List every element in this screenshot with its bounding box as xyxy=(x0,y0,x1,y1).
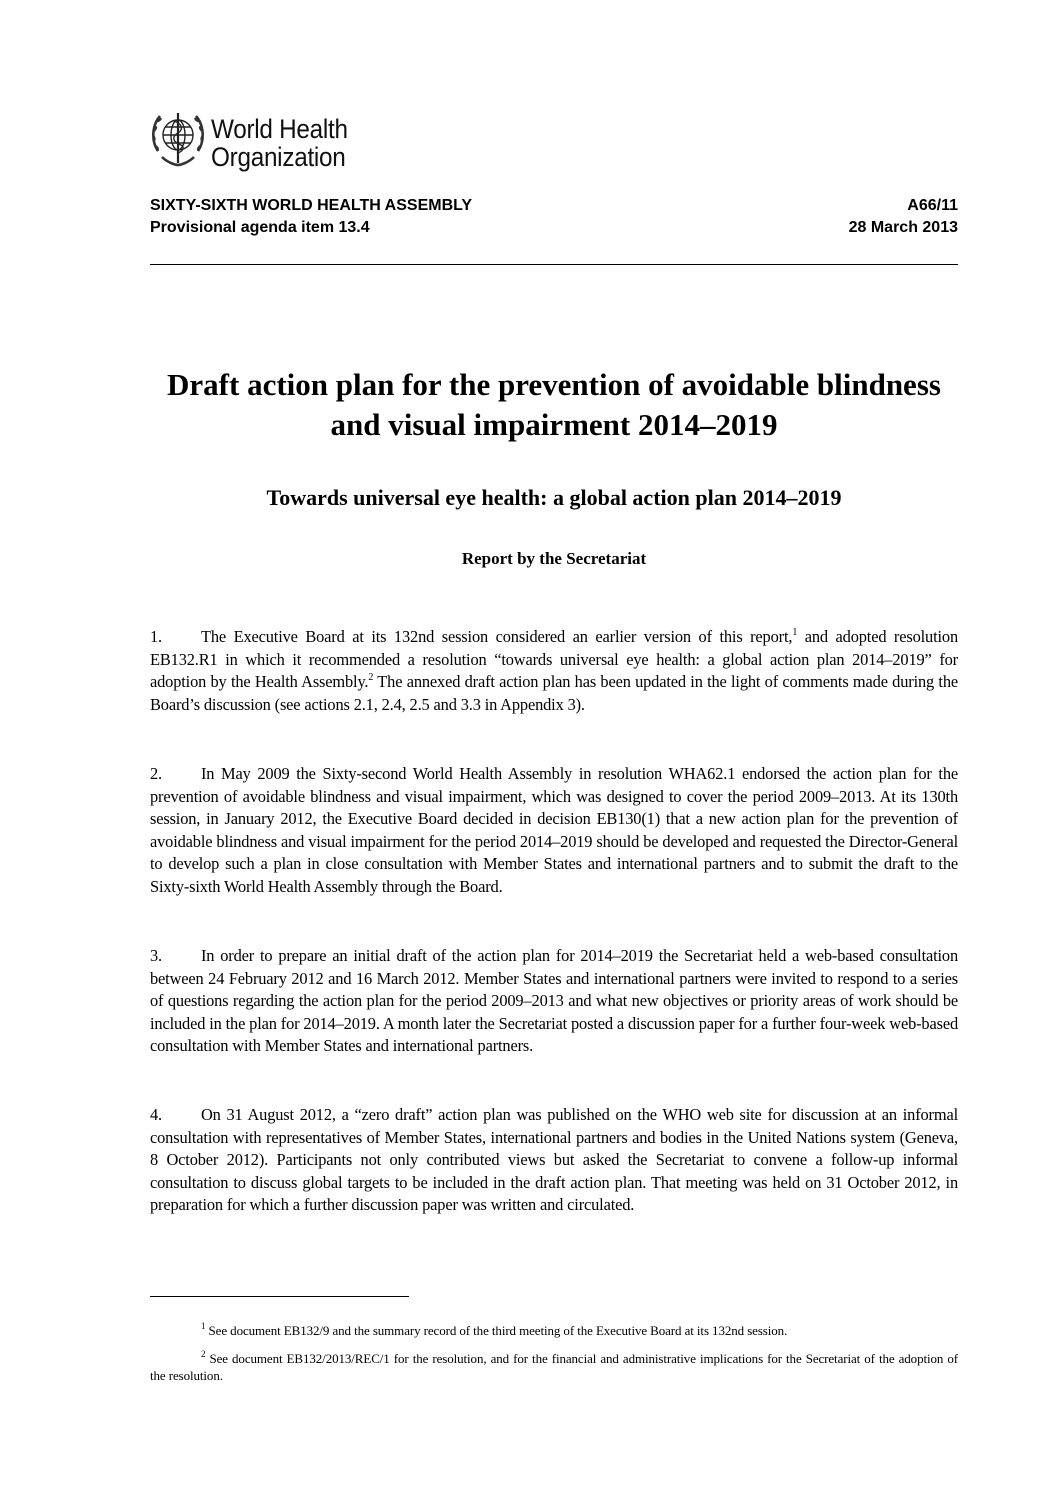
paragraph-text: The Executive Board at its 132nd session considered an earlier version of this report, xyxy=(201,627,793,646)
document-subtitle: Towards universal eye health: a global action plan 2014–2019 xyxy=(266,485,842,510)
document-title: Draft action plan for the prevention of avoidable blindness and visual impairment 2014–2019 xyxy=(167,367,941,442)
footnote-text: See document EB132/2013/REC/1 for the resolution, and for the financial and administrative implications for the Secretariat of the adoption of the resolution. xyxy=(150,1351,958,1383)
footnote-divider xyxy=(150,1296,409,1297)
paragraph-text: In order to prepare an initial draft of the action plan for 2014–2019 the Secretariat held a web-based consultation between 24 February 2012 and 16 March 2012. Member States and international partners were invited to respond to a series of questions regarding the action plan for the period 2009–2013 and what new objectives or priority areas of work should be included in the plan for 2014–2019. A month later the Secretariat posted a discussion paper for a further four-week web-based consultation with Member States and international partners. xyxy=(150,946,958,1056)
paragraph-number: 3. xyxy=(150,946,162,965)
paragraph-number: 4. xyxy=(150,1105,162,1124)
paragraph-text: In May 2009 the Sixty-second World Health Assembly in resolution WHA62.1 endorsed the action plan for the prevention of avoidable blindness and visual impairment, which was designed to cover the period 2009–2013. At its 130th session, in January 2012, the Executive Board decided in decision EB130(1) that a new action plan for the prevention of avoidable blindness and visual impairment for the period 2014–2019 should be developed and requested the Director-General to develop such a plan in close consultation with Member States and international partners and to submit the draft to the Sixty-sixth World Health Assembly through the Board. xyxy=(150,764,958,896)
paragraph-number: 2. xyxy=(150,764,162,783)
footnote-mark: 1 xyxy=(201,1320,206,1331)
footnote-1 xyxy=(150,1322,958,1339)
footnote-text: See document EB132/9 and the summary record of the third meeting of the Executive Board at its 132nd session. xyxy=(205,1323,788,1338)
footnote-mark: 2 xyxy=(201,1348,206,1359)
agenda-item: Provisional agenda item 13.4 xyxy=(150,219,370,236)
paragraph-text: and adopted resolution EB132.R1 in which it recommended a resolution “towards universal eye health: a global action plan 2014–2019” for adoption by the Health Assembly. xyxy=(150,627,958,692)
logo-text-line2: Organization xyxy=(211,142,346,172)
assembly-name: SIXTY-SIXTH WORLD HEALTH ASSEMBLY xyxy=(150,197,473,214)
logo-text-line1: World Health xyxy=(211,114,348,144)
paragraph-3 xyxy=(150,945,958,1058)
document-number: A66/11 xyxy=(907,197,958,214)
who-emblem-icon xyxy=(150,107,206,173)
paragraph-text: On 31 August 2012, a “zero draft” action plan was published on the WHO web site for discussion at an informal consultation with representatives of Member States, international partners and bodies in the United Nations system (Geneva, 8 October 2012). Participants not only contributed views but asked the Secretariat to convene a follow-up informal consultation to discuss global targets to be included in the draft action plan. That meeting was held on 31 October 2012, in preparation for which a further discussion paper was written and circulated. xyxy=(150,1105,958,1215)
report-attribution: Report by the Secretariat xyxy=(461,549,647,568)
footnote-2 xyxy=(150,1350,958,1384)
paragraph-2 xyxy=(150,763,958,899)
paragraph-number: 1. xyxy=(150,627,162,646)
paragraph-1 xyxy=(150,626,958,716)
paragraph-text: The annexed draft action plan has been updated in the light of comments made during the Board’s discussion (see actions 2.1, 2.4, 2.5 and 3.3 in Appendix 3). xyxy=(150,672,958,714)
header-divider xyxy=(150,264,958,265)
paragraph-4 xyxy=(150,1104,958,1217)
footnote-ref-1[interactable]: 1 xyxy=(792,626,798,638)
document-date: 28 March 2013 xyxy=(848,219,958,236)
who-logo xyxy=(150,107,410,177)
footnote-ref-2[interactable]: 2 xyxy=(368,671,374,683)
